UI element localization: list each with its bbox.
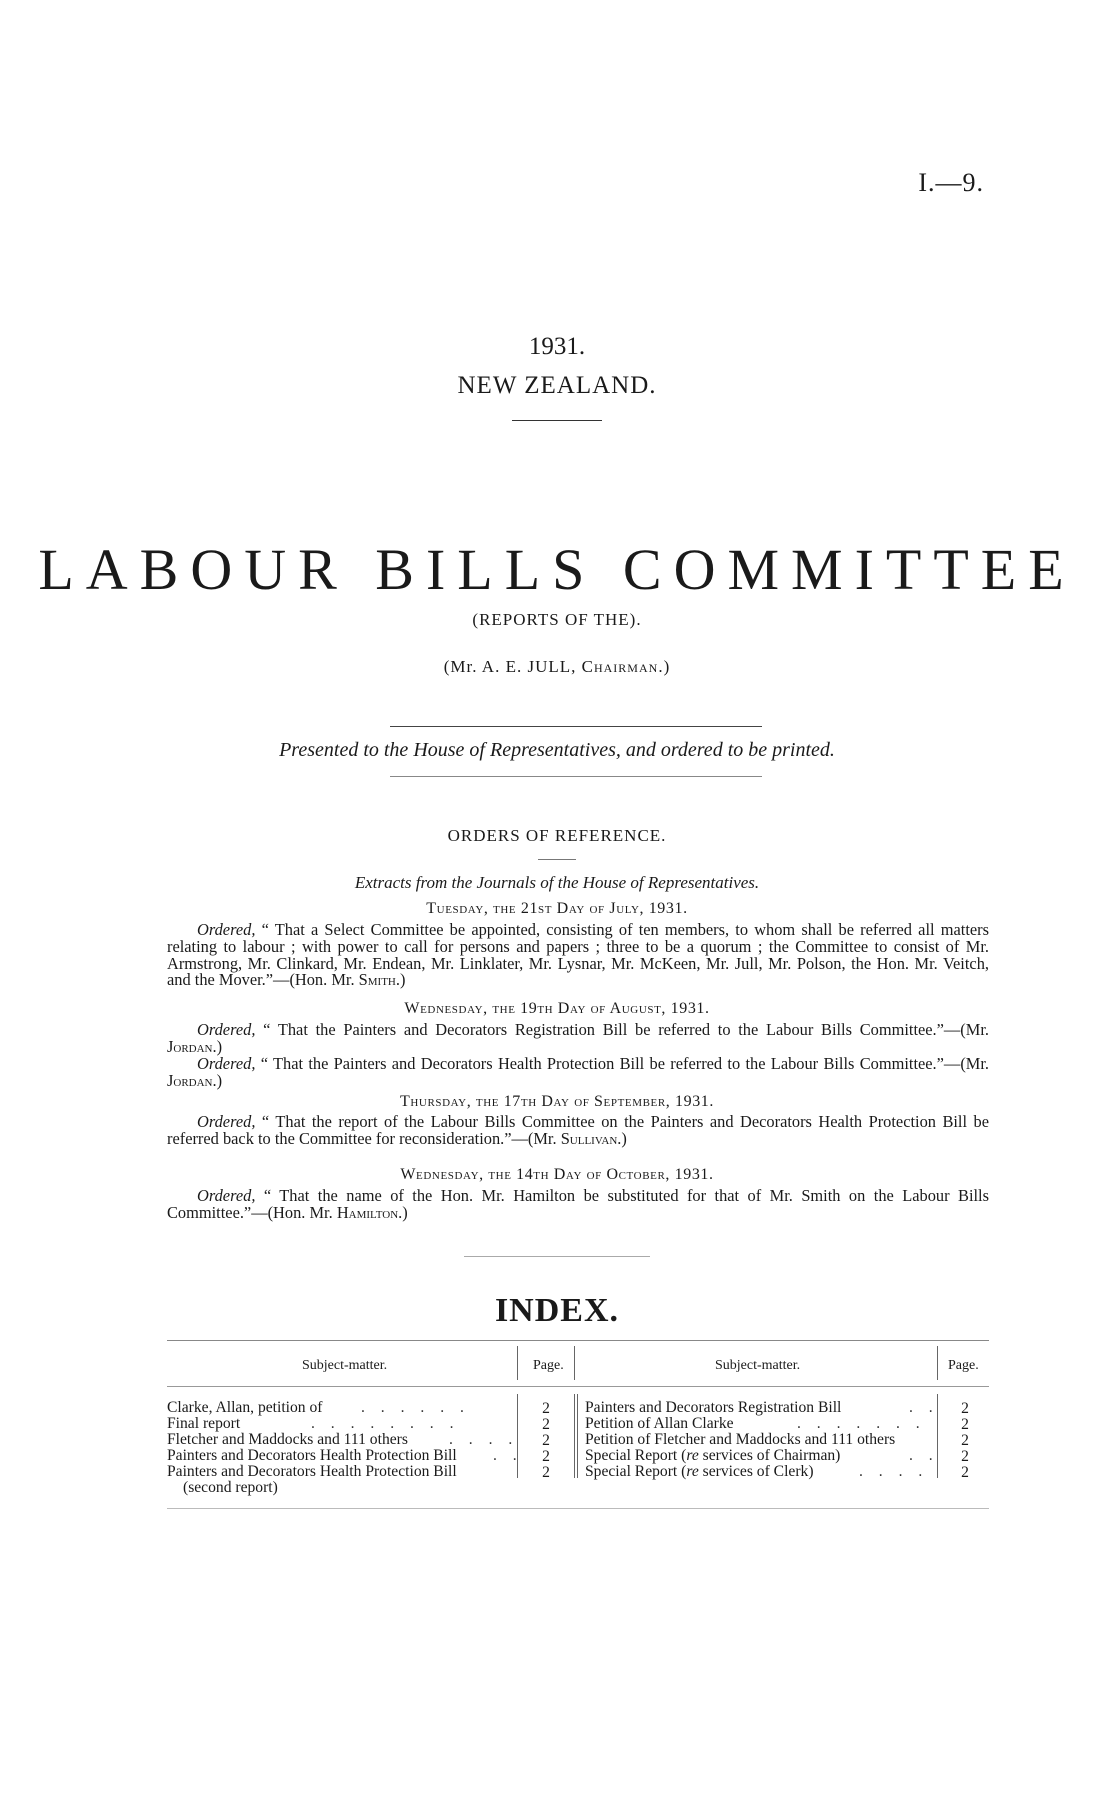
column-divider	[937, 1346, 938, 1380]
mover: Smith	[358, 970, 396, 990]
chairman-name: (Mr. A. E. JULL,	[443, 657, 582, 676]
table-row	[167, 1464, 457, 1480]
table-row	[585, 1432, 895, 1448]
divider	[512, 420, 602, 421]
leader-dots: . . . . . . . .	[311, 1415, 460, 1432]
chairman-line	[0, 657, 1114, 677]
table-row	[585, 1400, 841, 1416]
page-number: 2	[961, 1400, 969, 1417]
table-top-rule	[167, 1340, 989, 1341]
order-text: “ That the Painters and Decorators Registration Bill be referred to the Labour Bills Committee.”—(Mr.	[255, 1020, 989, 1039]
page-reference: I.—9.	[918, 168, 984, 197]
year: 1931.	[528, 333, 586, 360]
leader-dots: . . . . . .	[361, 1399, 470, 1416]
section-date: Tuesday, the 21st Day of July, 1931.	[426, 900, 688, 917]
divider	[538, 859, 576, 860]
presented-line: Presented to the House of Representatives, and ordered to be printed.	[279, 739, 835, 761]
header-subject-left: Subject-matter.	[302, 1358, 388, 1373]
order-close: .)	[212, 1070, 223, 1090]
section-date: Wednesday, the 19th Day of August, 1931.	[404, 1000, 710, 1017]
header-rule	[167, 1386, 989, 1387]
page-number: 2	[542, 1416, 550, 1433]
order-close: .)	[398, 1202, 408, 1222]
header-subject-right: Subject-matter.	[715, 1358, 801, 1373]
subject: Final report	[167, 1415, 241, 1432]
section-date: Thursday, the 17th Day of September, 1931.	[399, 1093, 715, 1110]
order-paragraph	[167, 922, 989, 989]
subject: Painters and Decorators Registration Bill	[585, 1399, 842, 1416]
section-date: Wednesday, the 14th Day of October, 1931.	[400, 1166, 714, 1183]
mover: Hamilton	[336, 1202, 399, 1222]
report-title: LABOUR BILLS COMMITTEE	[38, 537, 1076, 602]
page-number: 2	[542, 1448, 550, 1465]
leader-dots: . .	[909, 1399, 939, 1416]
subject-pre: Special Report (	[585, 1463, 687, 1480]
table-row	[585, 1464, 814, 1480]
page-number: 2	[961, 1448, 969, 1465]
subject-post: services of Chairman)	[698, 1447, 841, 1464]
extracts-line: Extracts from the Journals of the House of Representatives.	[354, 873, 760, 892]
index-title: INDEX.	[494, 1292, 620, 1329]
ordered-label: Ordered,	[197, 1020, 256, 1039]
subject: Clarke, Allan, petition of	[167, 1399, 323, 1416]
ordered-label: Ordered,	[197, 1112, 256, 1131]
page-number: 2	[961, 1432, 969, 1449]
order-paragraph	[167, 1114, 989, 1148]
order-close: .)	[617, 1128, 627, 1148]
chairman-close: .)	[658, 657, 671, 676]
subject-post: services of Clerk)	[698, 1463, 814, 1480]
leader-dots: . . . . . . .	[797, 1415, 926, 1432]
table-row	[167, 1416, 240, 1432]
divider	[390, 776, 762, 777]
page-number: 2	[542, 1432, 550, 1449]
subject: Fletcher and Maddocks and 111 others	[167, 1431, 408, 1448]
order-paragraph	[167, 1056, 989, 1090]
chairman-role: Chairman	[581, 657, 659, 676]
orders-heading: ORDERS OF REFERENCE.	[447, 826, 667, 845]
leader-dots: . .	[909, 1447, 939, 1464]
order-paragraph	[167, 1022, 989, 1056]
column-divider	[517, 1346, 518, 1380]
mover: Jordan	[167, 1070, 213, 1090]
subject-em: re	[686, 1447, 699, 1464]
table-row	[167, 1400, 322, 1416]
table-row	[167, 1432, 408, 1448]
mover: Sullivan	[560, 1128, 618, 1148]
ordered-label: Ordered,	[197, 920, 256, 939]
order-paragraph	[167, 1188, 989, 1222]
column-divider	[574, 1346, 575, 1380]
page-number: 2	[542, 1464, 550, 1481]
order-text: “ That the report of the Labour Bills Committee on the Painters and Decorators Health Protection Bill be referred back to the Committee for reconsideration.”—(Mr.	[167, 1112, 989, 1148]
divider	[464, 1256, 650, 1257]
page-number: 2	[961, 1416, 969, 1433]
page-number: 2	[961, 1464, 969, 1481]
subject-continuation: (second report)	[183, 1479, 278, 1496]
country: NEW ZEALAND.	[457, 372, 657, 399]
table-row	[167, 1448, 457, 1464]
leader-dots: . .	[493, 1447, 523, 1464]
leader-dots: . . . .	[449, 1431, 519, 1448]
subject: Painters and Decorators Health Protection Bill	[167, 1463, 457, 1480]
subject: Painters and Decorators Health Protection Bill	[167, 1447, 457, 1464]
header-page-right: Page.	[948, 1358, 979, 1373]
report-subtitle: (REPORTS OF THE).	[472, 610, 642, 629]
header-page-left: Page.	[533, 1358, 564, 1373]
table-row	[585, 1416, 734, 1432]
ordered-label: Ordered,	[197, 1186, 256, 1205]
divider	[390, 726, 762, 727]
leader-dots: . . . .	[859, 1463, 929, 1480]
page-number: 2	[542, 1400, 550, 1417]
mover: Jordan	[167, 1036, 213, 1056]
order-text: “ That the name of the Hon. Mr. Hamilton be substituted for that of Mr. Smith on the Labour Bills Committee.”—(Hon. Mr.	[167, 1186, 989, 1222]
table-bottom-rule	[167, 1508, 989, 1509]
column-divider	[574, 1394, 575, 1478]
subject: Petition of Fletcher and Maddocks and 111 others	[585, 1431, 896, 1448]
order-text: “ That the Painters and Decorators Health Protection Bill be referred to the Labour Bills Committee.”—(Mr.	[255, 1054, 989, 1073]
order-close: .)	[212, 1036, 223, 1056]
subject: Petition of Allan Clarke	[585, 1415, 734, 1432]
order-close: .)	[395, 970, 406, 990]
subject-pre: Special Report (	[585, 1447, 687, 1464]
order-text: “ That a Select Committee be appointed, consisting of ten members, to whom shall be referred all matters relating to labour ; with power to call for persons and papers ; three to be a quorum ; the Committee to consist of Mr. Armstrong, Mr. Clinkard, Mr. Endean, Mr. Linklater, Mr. Lysnar, Mr. McKeen, Mr. Jull, Mr. Polson, the Hon. Mr. Veitch, and the Mover.”—(Hon. Mr.	[167, 920, 989, 990]
subject-em: re	[686, 1463, 699, 1480]
column-divider	[577, 1394, 578, 1478]
table-row	[585, 1448, 840, 1464]
ordered-label: Ordered,	[197, 1054, 256, 1073]
